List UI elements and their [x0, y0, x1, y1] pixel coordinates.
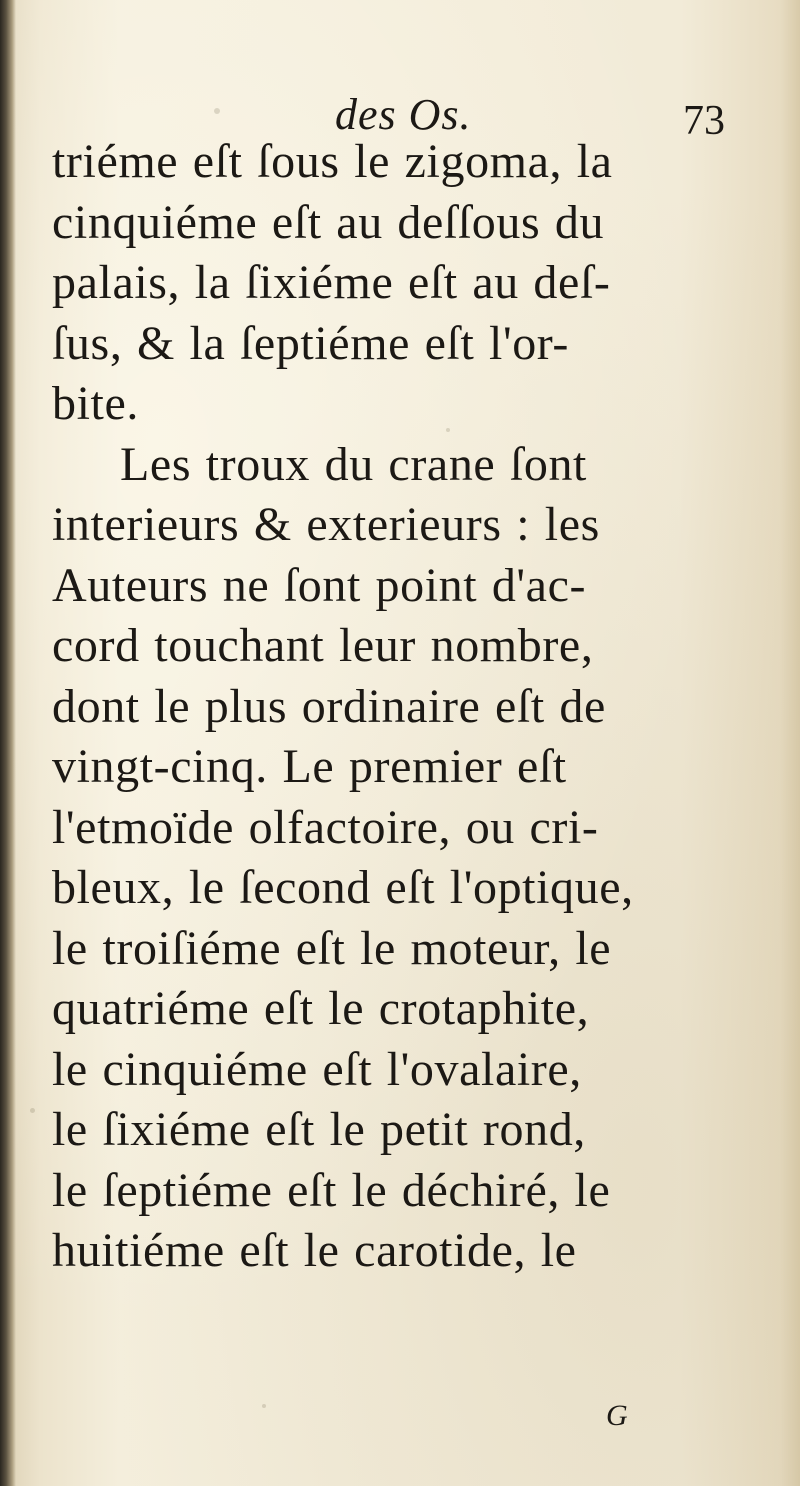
text-line: cord touchant leur nombre,: [52, 619, 594, 672]
text-line: bleux, le ſecond eſt l'optique,: [52, 861, 634, 914]
text-line: bite.: [52, 377, 139, 430]
running-head: des Os.: [335, 90, 472, 139]
page-number: 73: [683, 98, 725, 144]
text-line: triéme eſt ſous le zigoma, la: [52, 135, 613, 188]
text-line: vingt-cinq. Le premier eſt: [52, 740, 567, 793]
text-line: le ſixiéme eſt le petit rond,: [52, 1103, 586, 1156]
text-line: quatriéme eſt le crotaphite,: [52, 982, 590, 1035]
text-line: le cinquiéme eſt l'ovalaire,: [52, 1042, 582, 1096]
text-line: Auteurs ne ſont point d'ac-: [52, 558, 587, 612]
text-line: interieurs & exterieurs : les: [52, 498, 600, 551]
text-line: le troiſiéme eſt le moteur, le: [52, 921, 612, 975]
paragraph-start-line: Les troux du crane ſont: [120, 437, 587, 491]
text-line: le ſeptiéme eſt le déchiré, le: [52, 1163, 611, 1217]
binding-gutter: [0, 0, 16, 1486]
text-line: dont le plus ordinaire eſt de: [52, 679, 606, 733]
text-line: palais, la ſixiéme eſt au deſ-: [52, 256, 611, 309]
text-line: l'etmoïde olfactoire, ou cri-: [52, 800, 599, 854]
paper-speck: [30, 1108, 35, 1113]
signature-mark: G: [606, 1399, 628, 1432]
body-text: [52, 132, 742, 1282]
text-line: cinquiéme eſt au deſſous du: [52, 195, 605, 249]
text-line: ſus, & la ſeptiéme eſt l'or-: [52, 316, 570, 370]
paper-speck: [262, 1404, 266, 1408]
text-line: huitiéme eſt le carotide, le: [52, 1224, 577, 1277]
